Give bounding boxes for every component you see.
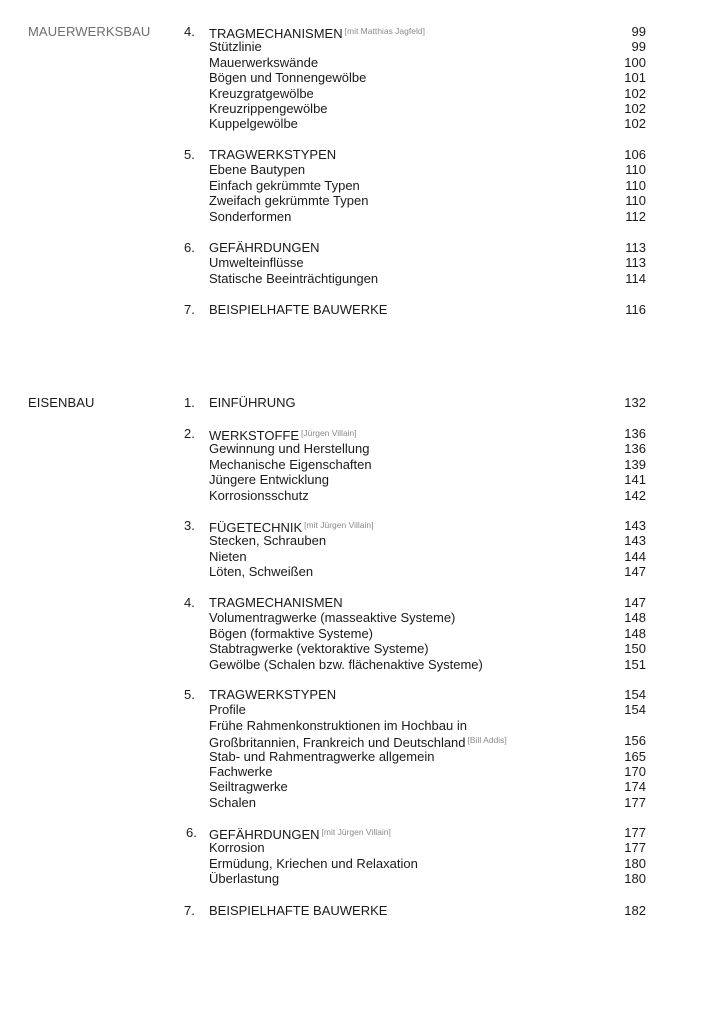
page-number: 143 [624,518,646,533]
toc-chapter [0,302,721,317]
chapter-title: TRAGMECHANISMEN [209,595,343,610]
entry-title: Frühe Rahmenkonstruktionen im Hochbau in [209,717,467,733]
toc-entry[interactable] [0,271,721,286]
entry-title: Fachwerke [209,763,273,779]
entry-title: Gewölbe (Schalen bzw. flächenaktive Systeme) [209,656,483,672]
chapter-heading-row[interactable] [0,395,721,410]
chapter-number: 3. [184,518,195,533]
toc-entry[interactable] [0,702,721,717]
page-number: 143 [624,533,646,549]
toc-entry[interactable] [0,779,721,794]
page-number: 151 [624,656,646,672]
toc-entry[interactable] [0,441,721,456]
entry-title: Schalen [209,794,256,810]
page-number: 110 [625,162,646,178]
chapter-heading-row[interactable] [0,518,721,533]
entry-title: Korrosionsschutz [209,487,309,503]
page-number: 174 [624,779,646,795]
chapter-title: GEFÄHRDUNGEN [209,827,320,842]
chapter-number: 6. [186,825,197,840]
entry-title: Kreuzgratgewölbe [209,85,314,101]
chapter-number: 2. [184,426,195,441]
chapter-number: 7. [184,903,195,918]
toc-entry[interactable] [0,549,721,564]
chapter-number: 5. [184,147,195,162]
toc-chapter [0,426,721,503]
page-number: 102 [624,100,646,116]
page-number: 139 [624,456,646,472]
entry-title: Stützlinie [209,39,262,55]
chapter-number: 4. [184,24,195,39]
entry-title: Umwelteinflüsse [209,255,304,271]
author-note: [mit Jürgen Villain] [321,827,391,837]
entry-title: Mauerwerkswände [209,54,319,70]
entry-title: Profile [209,702,246,718]
toc-entry[interactable] [0,70,721,85]
page-number: 101 [624,70,646,86]
page-number: 100 [624,54,646,70]
page-number: 150 [624,641,646,657]
author-note: [Jürgen Villain] [301,428,357,438]
page-number: 110 [625,177,646,193]
toc-entry[interactable] [0,209,721,224]
chapter-number: 1. [184,395,195,410]
page-number: 156 [624,733,646,749]
toc-entry[interactable] [0,55,721,70]
toc-entry[interactable] [0,718,721,733]
chapter-title: FÜGETECHNIK [209,520,303,535]
entry-title: Korrosion [209,840,265,856]
page-number: 102 [624,116,646,132]
entry-title: Großbritannien, Frankreich und Deutschland [209,735,466,751]
entry-title: Jüngere Entwicklung [209,472,329,488]
toc-entry[interactable] [0,116,721,131]
chapter-number: 7. [184,302,195,317]
chapter-number: 4. [184,595,195,610]
entry-title: Ermüdung, Kriechen und Relaxation [209,855,418,871]
chapter-heading-row[interactable] [0,240,721,255]
page-number: 106 [624,147,646,162]
toc-chapter [0,595,721,672]
chapter-title: TRAGWERKSTYPEN [209,687,337,702]
entry-title: Nieten [209,548,247,564]
chapter-heading-row[interactable] [0,302,721,317]
page-number: 147 [624,595,646,610]
toc-entry[interactable] [0,101,721,116]
entry-title: Bögen und Tonnengewölbe [209,70,367,86]
chapter-number: 6. [184,240,195,255]
page-number: 148 [624,610,646,626]
page-number: 113 [625,240,646,255]
toc-entry[interactable] [0,193,721,208]
page-number: 99 [631,39,646,55]
chapter-heading-row[interactable] [0,825,721,840]
toc-entry[interactable] [0,610,721,625]
toc-entry[interactable] [0,795,721,810]
chapter-title: BEISPIELHAFTE BAUWERKE [209,302,388,317]
toc-entry[interactable] [0,255,721,270]
page-number: 116 [625,302,646,317]
chapter-heading-row[interactable] [0,24,721,39]
page-number: 110 [625,193,646,209]
chapter-heading-row[interactable] [0,595,721,610]
author-note: [mit Jürgen Villain] [304,520,374,530]
toc-entry[interactable] [0,764,721,779]
entry-title: Stab- und Rahmentragwerke allgemein [209,748,435,764]
entry-title: Sonderformen [209,208,292,224]
chapter-title: BEISPIELHAFTE BAUWERKE [209,903,388,918]
chapter-title: GEFÄHRDUNGEN [209,240,320,255]
toc-entry[interactable] [0,626,721,641]
page-number: 165 [624,748,646,764]
entry-title: Überlastung [209,871,280,887]
page-number: 144 [624,548,646,564]
toc-entry[interactable] [0,749,721,764]
page-number: 177 [624,840,646,856]
entry-title: Ebene Bautypen [209,162,306,178]
page-number: 102 [624,85,646,101]
toc-entry[interactable] [0,641,721,656]
page-number: 154 [624,702,646,718]
toc-entry[interactable] [0,733,721,751]
page-number: 132 [624,395,646,410]
toc-chapter [0,903,721,918]
chapter-heading-row[interactable] [0,147,721,162]
toc-chapter [0,687,721,810]
page-number: 114 [625,270,646,286]
page-number: 113 [625,255,646,271]
chapter-heading-row[interactable] [0,687,721,702]
toc-entry[interactable] [0,856,721,871]
toc-entry[interactable] [0,86,721,101]
toc-entry[interactable] [0,871,721,886]
chapter-title: EINFÜHRUNG [209,395,296,410]
page-number: 112 [625,208,646,224]
page-number: 136 [624,441,646,457]
toc-chapter [0,24,721,132]
toc-entry[interactable] [0,840,721,855]
page-number: 148 [624,625,646,641]
section-label: MAUERWERKSBAU [28,24,151,39]
page-number: 147 [624,564,646,580]
entry-title: Kreuzrippengewölbe [209,100,328,116]
page-number: 170 [624,763,646,779]
toc-chapter [0,518,721,580]
page-number: 180 [624,855,646,871]
author-note: [Bill Addis] [467,735,507,746]
entry-title: Zweifach gekrümmte Typen [209,193,369,209]
chapter-number: 5. [184,687,195,702]
chapter-title: TRAGMECHANISMEN [209,26,343,41]
toc-chapter [0,240,721,286]
toc-entry[interactable] [0,472,721,487]
page-number: 182 [624,903,646,918]
toc-chapter [0,147,721,224]
toc-entry[interactable] [0,178,721,193]
page-number: 99 [631,24,646,39]
page-number: 136 [624,426,646,441]
chapter-heading-row[interactable] [0,426,721,441]
page-number: 141 [624,472,646,488]
chapter-title: TRAGWERKSTYPEN [209,147,337,162]
entry-title: Mechanische Eigenschaften [209,456,372,472]
page-number: 177 [624,825,646,840]
entry-title: Gewinnung und Herstellung [209,441,370,457]
entry-title: Volumentragwerke (masseaktive Systeme) [209,610,456,626]
page-number: 154 [624,687,646,702]
entry-title: Kuppelgewölbe [209,116,298,132]
entry-title: Stecken, Schrauben [209,533,327,549]
toc-entry[interactable] [0,533,721,548]
entry-title: Einfach gekrümmte Typen [209,177,360,193]
author-note: [mit Matthias Jagfeld] [344,26,425,36]
toc-entry[interactable] [0,564,721,579]
page-number: 142 [624,487,646,503]
entry-title: Löten, Schweißen [209,564,314,580]
toc-chapter [0,395,721,410]
entry-title: Seiltragwerke [209,779,288,795]
toc-entry[interactable] [0,488,721,503]
chapter-heading-row[interactable] [0,903,721,918]
chapter-title: WERKSTOFFE [209,428,300,443]
toc-entry[interactable] [0,657,721,672]
toc-entry[interactable] [0,457,721,472]
toc-entry[interactable] [0,39,721,54]
page-number: 177 [624,794,646,810]
toc-chapter [0,825,721,887]
entry-title: Statische Beeinträchtigungen [209,270,379,286]
page-number: 180 [624,871,646,887]
toc-entry[interactable] [0,162,721,177]
entry-title: Stabtragwerke (vektoraktive Systeme) [209,641,429,657]
entry-title: Bögen (formaktive Systeme) [209,625,374,641]
section-label: EISENBAU [28,395,95,410]
